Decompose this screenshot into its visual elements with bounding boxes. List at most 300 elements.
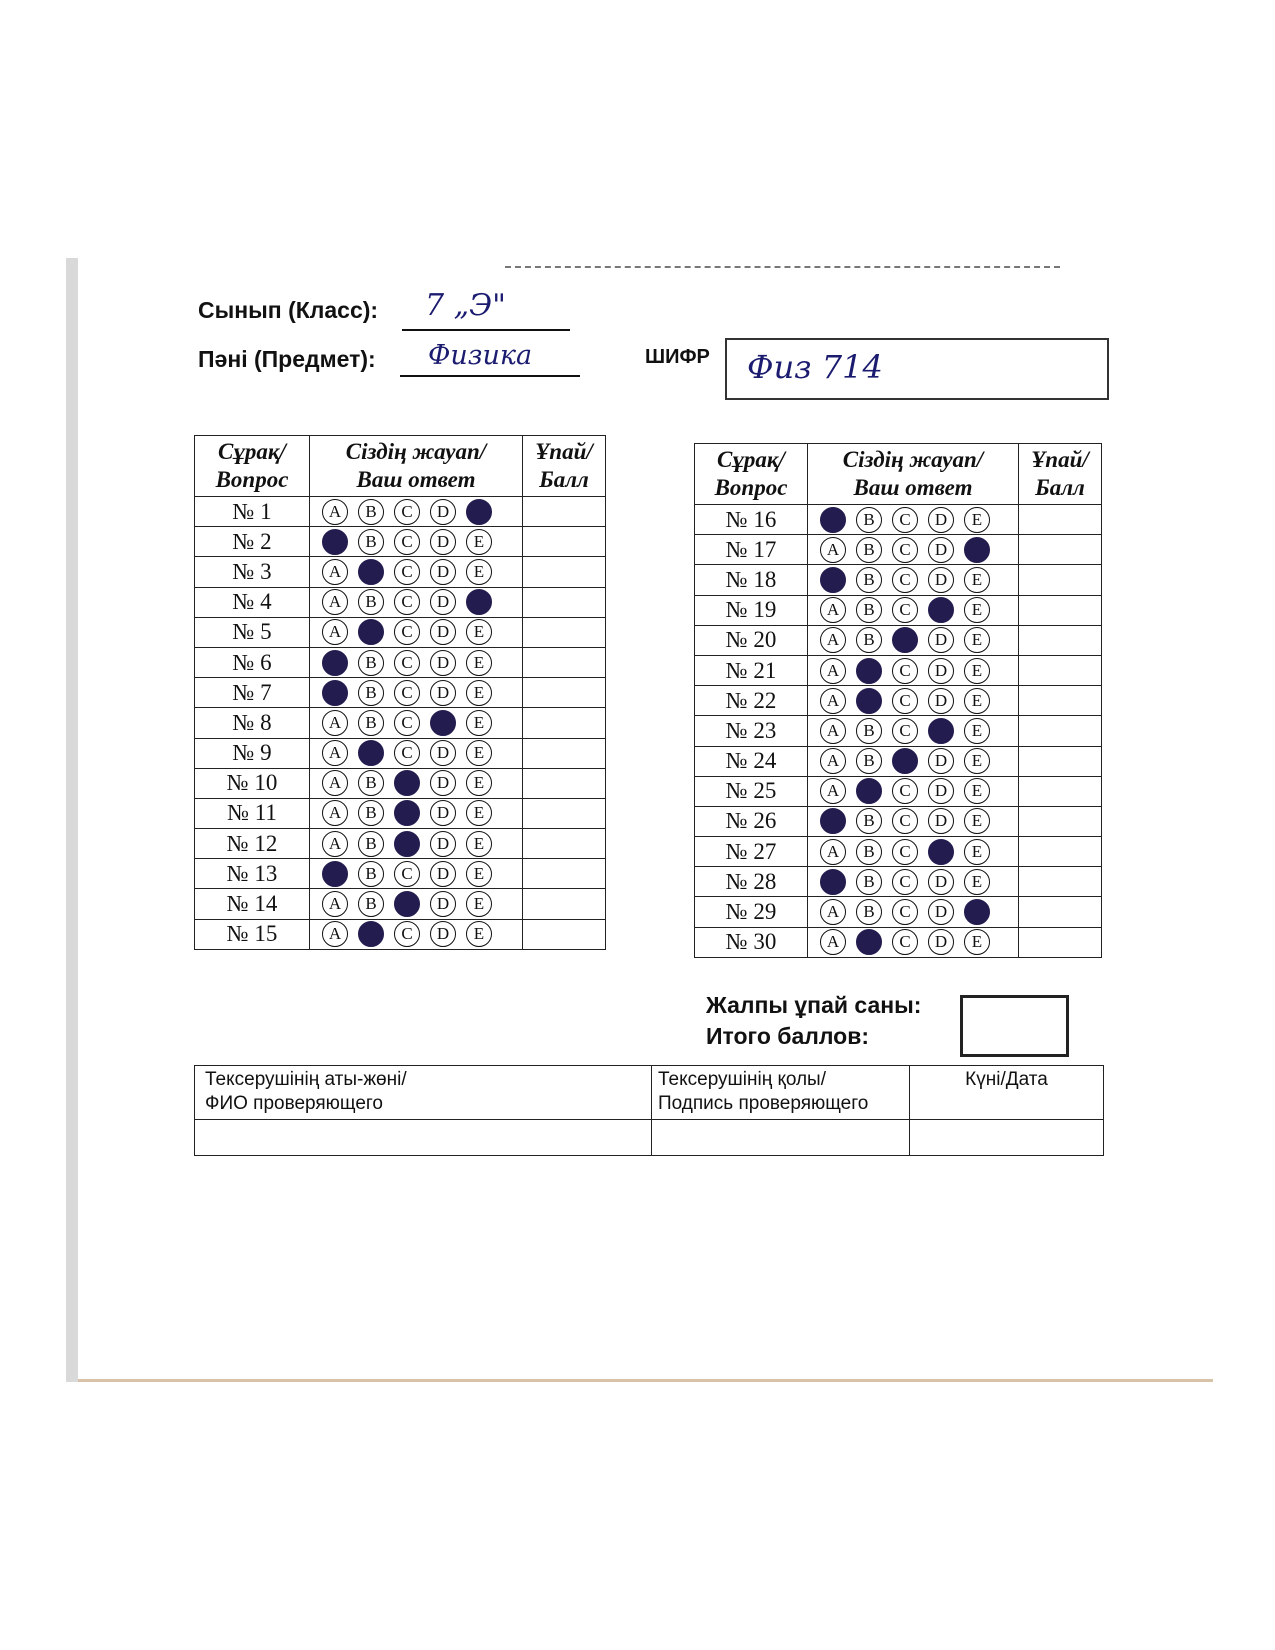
answer-row (695, 806, 1102, 836)
option-bubble-d[interactable]: D (430, 800, 456, 826)
checker-name-line1: Тексерушінің аты-жөні/ (205, 1069, 407, 1090)
option-bubble-c[interactable]: C (892, 929, 918, 955)
answer-row (695, 867, 1102, 897)
score-cell[interactable] (1019, 505, 1102, 535)
option-bubble-e[interactable]: E (466, 650, 492, 676)
option-bubble-b[interactable]: B (358, 589, 384, 615)
option-bubble-d[interactable]: D (430, 831, 456, 857)
option-bubble-c[interactable]: C (892, 718, 918, 744)
answer-bubbles (310, 798, 523, 828)
option-bubble-e-filled[interactable] (466, 499, 492, 525)
answer-row (195, 798, 606, 828)
option-bubble-c[interactable]: C (892, 899, 918, 925)
option-bubble-e[interactable]: E (964, 627, 990, 653)
option-bubble-b[interactable]: B (856, 808, 882, 834)
answer-bubbles (808, 655, 1019, 685)
option-bubble-c[interactable]: C (394, 589, 420, 615)
option-bubble-c[interactable]: C (394, 619, 420, 645)
score-header (523, 436, 606, 497)
option-bubble-b[interactable]: B (856, 748, 882, 774)
option-bubble-c[interactable]: C (892, 808, 918, 834)
score-cell[interactable] (1019, 867, 1102, 897)
option-bubble-c[interactable]: C (892, 839, 918, 865)
score-cell[interactable] (1019, 806, 1102, 836)
subject-handwritten: Физика (428, 340, 533, 371)
question-header-line1: Сұрақ/ (717, 447, 785, 472)
option-bubble-e[interactable]: E (466, 559, 492, 585)
answer-bubbles (808, 565, 1019, 595)
option-bubble-d[interactable]: D (928, 567, 954, 593)
option-bubble-c-filled[interactable] (394, 800, 420, 826)
option-bubble-b[interactable]: B (856, 507, 882, 533)
option-bubble-a[interactable]: A (820, 658, 846, 684)
option-bubble-b-filled[interactable] (856, 658, 882, 684)
answer-bubbles (310, 859, 523, 889)
option-bubble-e[interactable]: E (964, 688, 990, 714)
score-cell[interactable] (523, 829, 606, 859)
score-cell[interactable] (523, 647, 606, 677)
question-number: № 22 (695, 686, 808, 716)
option-bubble-e[interactable]: E (466, 740, 492, 766)
option-bubble-d[interactable]: D (928, 899, 954, 925)
option-bubble-c-filled[interactable] (892, 748, 918, 774)
option-bubble-a[interactable]: A (820, 718, 846, 744)
option-bubble-c[interactable]: C (394, 710, 420, 736)
option-bubble-a[interactable]: A (820, 627, 846, 653)
answer-bubbles (310, 527, 523, 557)
option-bubble-d[interactable]: D (928, 808, 954, 834)
option-bubble-a-filled[interactable] (322, 529, 348, 555)
answer-header (808, 444, 1019, 505)
option-bubble-a[interactable]: A (820, 537, 846, 563)
option-bubble-e[interactable]: E (964, 658, 990, 684)
score-cell[interactable] (523, 919, 606, 949)
option-bubble-a[interactable]: A (820, 688, 846, 714)
score-cell[interactable] (523, 497, 606, 527)
answer-bubbles (808, 625, 1019, 655)
option-bubble-e[interactable]: E (964, 778, 990, 804)
answer-bubbles (808, 806, 1019, 836)
answer-bubbles (808, 595, 1019, 625)
answer-row (195, 768, 606, 798)
option-bubble-d-filled[interactable] (928, 718, 954, 744)
score-cell[interactable] (1019, 595, 1102, 625)
score-cell[interactable] (523, 557, 606, 587)
option-bubble-d[interactable]: D (928, 869, 954, 895)
option-bubble-c[interactable]: C (394, 559, 420, 585)
cipher-handwritten: Физ 714 (747, 348, 883, 386)
question-header (695, 444, 808, 505)
signature-table (194, 1065, 1104, 1156)
date-header: Күні/Дата (910, 1066, 1104, 1120)
question-number: № 2 (195, 527, 310, 557)
option-bubble-d[interactable]: D (430, 770, 456, 796)
option-bubble-b[interactable]: B (358, 770, 384, 796)
option-bubble-e-filled[interactable] (466, 589, 492, 615)
score-cell[interactable] (523, 617, 606, 647)
option-bubble-d[interactable]: D (928, 658, 954, 684)
option-bubble-e[interactable]: E (466, 800, 492, 826)
date-field[interactable] (910, 1120, 1104, 1156)
answer-bubbles (808, 716, 1019, 746)
question-number: № 9 (195, 738, 310, 768)
option-bubble-a-filled[interactable] (322, 861, 348, 887)
answer-row (695, 927, 1102, 957)
option-bubble-d[interactable]: D (928, 778, 954, 804)
option-bubble-d[interactable]: D (430, 861, 456, 887)
question-number: № 6 (195, 647, 310, 677)
answer-bubbles (808, 897, 1019, 927)
option-bubble-b[interactable]: B (358, 831, 384, 857)
answer-bubbles (808, 867, 1019, 897)
option-bubble-e[interactable]: E (964, 839, 990, 865)
option-bubble-b[interactable]: B (856, 597, 882, 623)
question-number: № 18 (695, 565, 808, 595)
checker-name-header (195, 1066, 652, 1120)
option-bubble-d[interactable]: D (928, 537, 954, 563)
option-bubble-e[interactable]: E (964, 748, 990, 774)
option-bubble-b-filled[interactable] (856, 778, 882, 804)
option-bubble-d[interactable]: D (928, 627, 954, 653)
option-bubble-e[interactable]: E (466, 831, 492, 857)
answer-row (695, 535, 1102, 565)
option-bubble-d-filled[interactable] (928, 839, 954, 865)
answer-bubbles (808, 927, 1019, 957)
score-header-line2: Балл (539, 467, 589, 492)
total-label (706, 990, 921, 1052)
score-cell[interactable] (1019, 746, 1102, 776)
answer-row (195, 617, 606, 647)
answer-bubbles (310, 497, 523, 527)
option-bubble-a-filled[interactable] (322, 650, 348, 676)
option-bubble-c-filled[interactable] (394, 831, 420, 857)
option-bubble-a[interactable]: A (322, 740, 348, 766)
option-bubble-b[interactable]: B (358, 891, 384, 917)
answer-row (695, 897, 1102, 927)
subject-label: Пәні (Предмет): (198, 346, 376, 372)
question-number: № 3 (195, 557, 310, 587)
answer-bubbles (310, 557, 523, 587)
option-bubble-a[interactable]: A (322, 559, 348, 585)
answer-row (195, 587, 606, 617)
score-header-line1: Ұпай/ (1031, 447, 1089, 472)
option-bubble-a[interactable]: A (820, 597, 846, 623)
option-bubble-d-filled[interactable] (430, 710, 456, 736)
option-bubble-c[interactable]: C (892, 658, 918, 684)
option-bubble-e[interactable]: E (466, 680, 492, 706)
answer-row (195, 497, 606, 527)
option-bubble-b[interactable]: B (856, 537, 882, 563)
option-bubble-a-filled[interactable] (820, 808, 846, 834)
option-bubble-c[interactable]: C (394, 861, 420, 887)
question-number: № 29 (695, 897, 808, 927)
question-number: № 15 (195, 919, 310, 949)
option-bubble-d[interactable]: D (430, 529, 456, 555)
option-bubble-a[interactable]: A (820, 929, 846, 955)
question-number: № 23 (695, 716, 808, 746)
answer-row (695, 655, 1102, 685)
option-bubble-e[interactable]: E (964, 718, 990, 744)
option-bubble-e-filled[interactable] (964, 899, 990, 925)
option-bubble-b[interactable]: B (856, 627, 882, 653)
answer-bubbles (310, 678, 523, 708)
option-bubble-c[interactable]: C (892, 567, 918, 593)
option-bubble-c[interactable]: C (892, 597, 918, 623)
question-number: № 16 (695, 505, 808, 535)
option-bubble-c[interactable]: C (394, 650, 420, 676)
option-bubble-d[interactable]: D (928, 929, 954, 955)
option-bubble-e[interactable]: E (466, 770, 492, 796)
option-bubble-c[interactable]: C (394, 499, 420, 525)
subject-underline (400, 375, 580, 377)
option-bubble-e[interactable]: E (964, 567, 990, 593)
question-header-line1: Сұрақ/ (218, 439, 286, 464)
answer-row (195, 738, 606, 768)
option-bubble-a[interactable]: A (322, 891, 348, 917)
answer-bubbles (310, 889, 523, 919)
option-bubble-d[interactable]: D (430, 891, 456, 917)
class-label: Сынып (Класс): (198, 297, 379, 323)
option-bubble-a[interactable]: A (322, 800, 348, 826)
option-bubble-a[interactable]: A (322, 831, 348, 857)
question-number: № 10 (195, 768, 310, 798)
answer-row (195, 527, 606, 557)
option-bubble-b[interactable]: B (856, 899, 882, 925)
answer-row (695, 746, 1102, 776)
answer-row (195, 557, 606, 587)
answer-row (195, 829, 606, 859)
question-number: № 25 (695, 776, 808, 806)
total-score-field[interactable] (960, 995, 1069, 1057)
question-number: № 20 (695, 625, 808, 655)
option-bubble-b-filled[interactable] (358, 740, 384, 766)
answer-bubbles (310, 738, 523, 768)
score-cell[interactable] (523, 889, 606, 919)
answer-table-right (694, 443, 1102, 958)
option-bubble-c[interactable]: C (394, 740, 420, 766)
score-header (1019, 444, 1102, 505)
option-bubble-b-filled[interactable] (856, 929, 882, 955)
option-bubble-d[interactable]: D (430, 499, 456, 525)
option-bubble-a[interactable]: A (322, 710, 348, 736)
answer-bubbles (808, 535, 1019, 565)
option-bubble-a-filled[interactable] (820, 869, 846, 895)
checker-signature-line2: Подпись проверяющего (658, 1093, 869, 1114)
option-bubble-c-filled[interactable] (394, 770, 420, 796)
question-number: № 27 (695, 837, 808, 867)
question-number: № 19 (695, 595, 808, 625)
option-bubble-a[interactable]: A (322, 619, 348, 645)
score-cell[interactable] (523, 708, 606, 738)
option-bubble-a[interactable]: A (322, 589, 348, 615)
answer-row (195, 859, 606, 889)
answer-bubbles (808, 776, 1019, 806)
answer-bubbles (310, 768, 523, 798)
option-bubble-b[interactable]: B (358, 529, 384, 555)
score-cell[interactable] (1019, 927, 1102, 957)
option-bubble-d[interactable]: D (430, 589, 456, 615)
option-bubble-c[interactable]: C (394, 921, 420, 947)
option-bubble-d[interactable]: D (430, 650, 456, 676)
option-bubble-b[interactable]: B (358, 680, 384, 706)
option-bubble-e[interactable]: E (964, 869, 990, 895)
option-bubble-b[interactable]: B (358, 800, 384, 826)
question-number: № 26 (695, 806, 808, 836)
option-bubble-c[interactable]: C (394, 680, 420, 706)
option-bubble-b[interactable]: B (358, 650, 384, 676)
answer-bubbles (310, 617, 523, 647)
option-bubble-d[interactable]: D (928, 507, 954, 533)
answer-bubbles (310, 587, 523, 617)
question-number: № 17 (695, 535, 808, 565)
option-bubble-c[interactable]: C (892, 688, 918, 714)
score-cell[interactable] (523, 587, 606, 617)
score-cell[interactable] (1019, 655, 1102, 685)
score-header-line1: Ұпай/ (535, 439, 593, 464)
question-number: № 1 (195, 497, 310, 527)
option-bubble-b[interactable]: B (856, 718, 882, 744)
answer-bubbles (808, 837, 1019, 867)
option-bubble-c-filled[interactable] (892, 627, 918, 653)
answer-table-left (194, 435, 606, 950)
checker-name-line2: ФИО проверяющего (205, 1093, 383, 1114)
answer-row (695, 837, 1102, 867)
option-bubble-b[interactable]: B (856, 567, 882, 593)
option-bubble-e[interactable]: E (466, 861, 492, 887)
option-bubble-c[interactable]: C (892, 869, 918, 895)
option-bubble-e[interactable]: E (964, 808, 990, 834)
option-bubble-d[interactable]: D (430, 740, 456, 766)
total-label-kz: Жалпы ұпай саны: (706, 992, 922, 1018)
checker-signature-field[interactable] (652, 1120, 910, 1156)
score-cell[interactable] (523, 768, 606, 798)
option-bubble-a[interactable]: A (322, 770, 348, 796)
answer-row (695, 505, 1102, 535)
answer-bubbles (310, 919, 523, 949)
score-cell[interactable] (1019, 716, 1102, 746)
option-bubble-e-filled[interactable] (964, 537, 990, 563)
answer-row (195, 678, 606, 708)
option-bubble-d[interactable]: D (430, 559, 456, 585)
class-underline (402, 329, 570, 331)
question-number: № 21 (695, 655, 808, 685)
score-cell[interactable] (1019, 565, 1102, 595)
answer-bubbles (808, 686, 1019, 716)
question-number: № 11 (195, 798, 310, 828)
option-bubble-d[interactable]: D (430, 921, 456, 947)
score-cell[interactable] (523, 678, 606, 708)
answer-row (695, 565, 1102, 595)
cipher-box (725, 338, 1109, 400)
question-number: № 28 (695, 867, 808, 897)
option-bubble-e[interactable]: E (466, 921, 492, 947)
score-cell[interactable] (1019, 535, 1102, 565)
option-bubble-b[interactable]: B (358, 499, 384, 525)
answer-header (310, 436, 523, 497)
option-bubble-c-filled[interactable] (394, 891, 420, 917)
option-bubble-e[interactable]: E (466, 710, 492, 736)
option-bubble-b-filled[interactable] (358, 921, 384, 947)
option-bubble-b-filled[interactable] (856, 688, 882, 714)
option-bubble-e[interactable]: E (466, 529, 492, 555)
answer-header-line2: Ваш ответ (356, 467, 476, 492)
option-bubble-c[interactable]: C (892, 778, 918, 804)
option-bubble-d-filled[interactable] (928, 597, 954, 623)
option-bubble-a[interactable]: A (820, 839, 846, 865)
option-bubble-b-filled[interactable] (358, 559, 384, 585)
option-bubble-e[interactable]: E (466, 891, 492, 917)
score-cell[interactable] (523, 527, 606, 557)
option-bubble-a[interactable]: A (820, 748, 846, 774)
option-bubble-d[interactable]: D (430, 619, 456, 645)
option-bubble-d[interactable]: D (928, 748, 954, 774)
answer-bubbles (310, 708, 523, 738)
option-bubble-e[interactable]: E (964, 929, 990, 955)
option-bubble-b[interactable]: B (358, 861, 384, 887)
answer-row (695, 595, 1102, 625)
answer-row (195, 889, 606, 919)
question-number: № 13 (195, 859, 310, 889)
question-number: № 14 (195, 889, 310, 919)
answer-row (195, 708, 606, 738)
option-bubble-e[interactable]: E (466, 619, 492, 645)
option-bubble-a[interactable]: A (820, 778, 846, 804)
option-bubble-b[interactable]: B (358, 710, 384, 736)
score-cell[interactable] (1019, 686, 1102, 716)
question-number: № 4 (195, 587, 310, 617)
answer-header-line1: Сіздің жауап/ (842, 447, 984, 472)
option-bubble-d[interactable]: D (430, 680, 456, 706)
option-bubble-c[interactable]: C (394, 529, 420, 555)
option-bubble-a-filled[interactable] (820, 567, 846, 593)
class-handwritten: 7 „Э" (425, 288, 506, 323)
question-number: № 30 (695, 927, 808, 957)
answer-bubbles (310, 647, 523, 677)
score-cell[interactable] (1019, 776, 1102, 806)
score-cell[interactable] (1019, 897, 1102, 927)
score-cell[interactable] (523, 738, 606, 768)
option-bubble-b-filled[interactable] (358, 619, 384, 645)
answer-bubbles (808, 746, 1019, 776)
option-bubble-e[interactable]: E (964, 597, 990, 623)
option-bubble-c[interactable]: C (892, 507, 918, 533)
score-cell[interactable] (523, 798, 606, 828)
answer-row (195, 647, 606, 677)
option-bubble-c[interactable]: C (892, 537, 918, 563)
option-bubble-a[interactable]: A (322, 921, 348, 947)
checker-name-field[interactable] (195, 1120, 652, 1156)
score-header-line2: Балл (1035, 475, 1085, 500)
answer-row (695, 686, 1102, 716)
option-bubble-d[interactable]: D (928, 688, 954, 714)
option-bubble-a-filled[interactable] (322, 680, 348, 706)
score-cell[interactable] (1019, 625, 1102, 655)
option-bubble-a[interactable]: A (820, 899, 846, 925)
score-cell[interactable] (1019, 837, 1102, 867)
answer-row (695, 716, 1102, 746)
option-bubble-b[interactable]: B (856, 839, 882, 865)
checker-signature-line1: Тексерушінің қолы/ (658, 1069, 826, 1090)
question-number: № 12 (195, 829, 310, 859)
option-bubble-a[interactable]: A (322, 499, 348, 525)
option-bubble-a-filled[interactable] (820, 507, 846, 533)
question-number: № 24 (695, 746, 808, 776)
question-number: № 5 (195, 617, 310, 647)
score-cell[interactable] (523, 859, 606, 889)
perforation-line (505, 266, 1060, 268)
option-bubble-b[interactable]: B (856, 869, 882, 895)
option-bubble-e[interactable]: E (964, 507, 990, 533)
